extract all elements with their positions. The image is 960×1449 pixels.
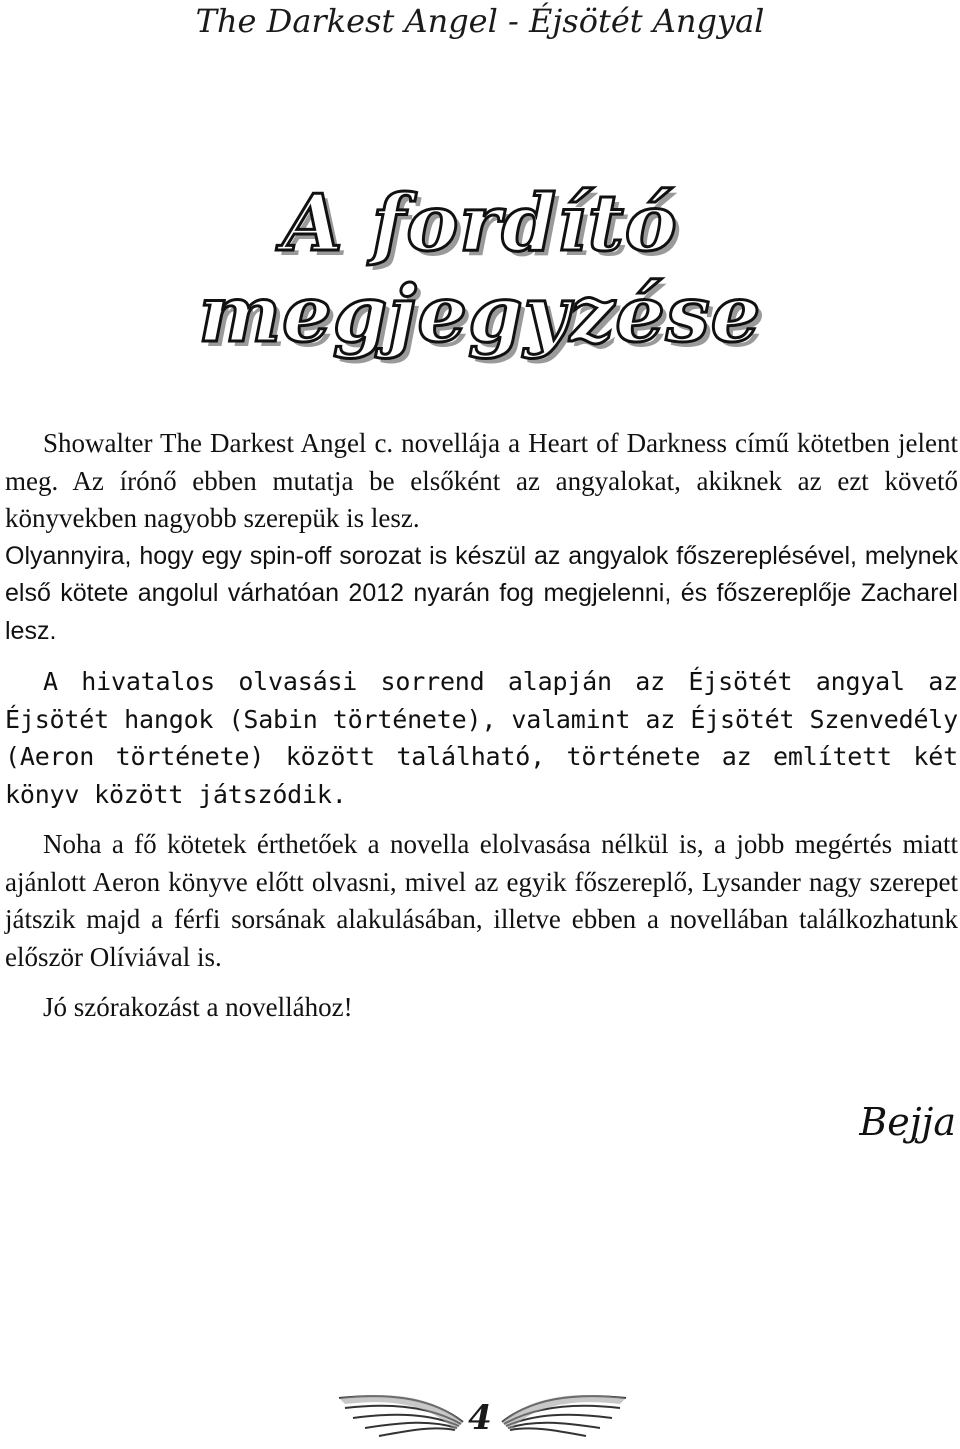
paragraph-2: Olyannyira, hogy egy spin-off sorozat is készül az angyalok főszereplésével, melynek első kötete angolul várhatóan 2012 nyarán fog megjelenni, és főszereplője Zacharel lesz. [5, 541, 958, 645]
wing-right-icon [500, 1380, 630, 1440]
paragraph-1: Showalter The Darkest Angel c. novellája a Heart of Darkness című kötetben jelent meg. Az írónő ebben mutatja be elsőként az angyalokat, akiknek az ezt követő könyvekben nagyobb szerepük is lesz. [5, 428, 958, 533]
paragraph-4: Noha a fő kötetek érthetőek a novella elolvasása nélkül is, a jobb megértés miatt ajánlott Aeron könyve előtt olvasni, mivel az egyik főszereplő, Lysander nagy szerepet játszik majd a férfi sorsának alakulásában, illetve ebben a novellában találkozhatunk először Olíviával is. [5, 829, 958, 972]
page-number: 4 [468, 1398, 492, 1438]
page-footer [0, 1370, 960, 1449]
body-text [5, 425, 958, 1040]
paragraph-5: Jó szórakozást a novellához! [43, 992, 353, 1022]
paragraph-3: A hivatalos olvasási sorrend alapján az Éjsötét angyal az Éjsötét hangok (Sabin története), valamint az Éjsötét Szenvedély (Aeron története) között található, története az említett két könyv között játszódik. [5, 667, 958, 809]
wing-left-icon [335, 1380, 465, 1440]
page-title: A fordító megjegyzése [198, 178, 762, 360]
running-header: The Darkest Angel - Éjsötét Angyal [195, 2, 765, 40]
signature: Bejja [859, 1100, 956, 1144]
